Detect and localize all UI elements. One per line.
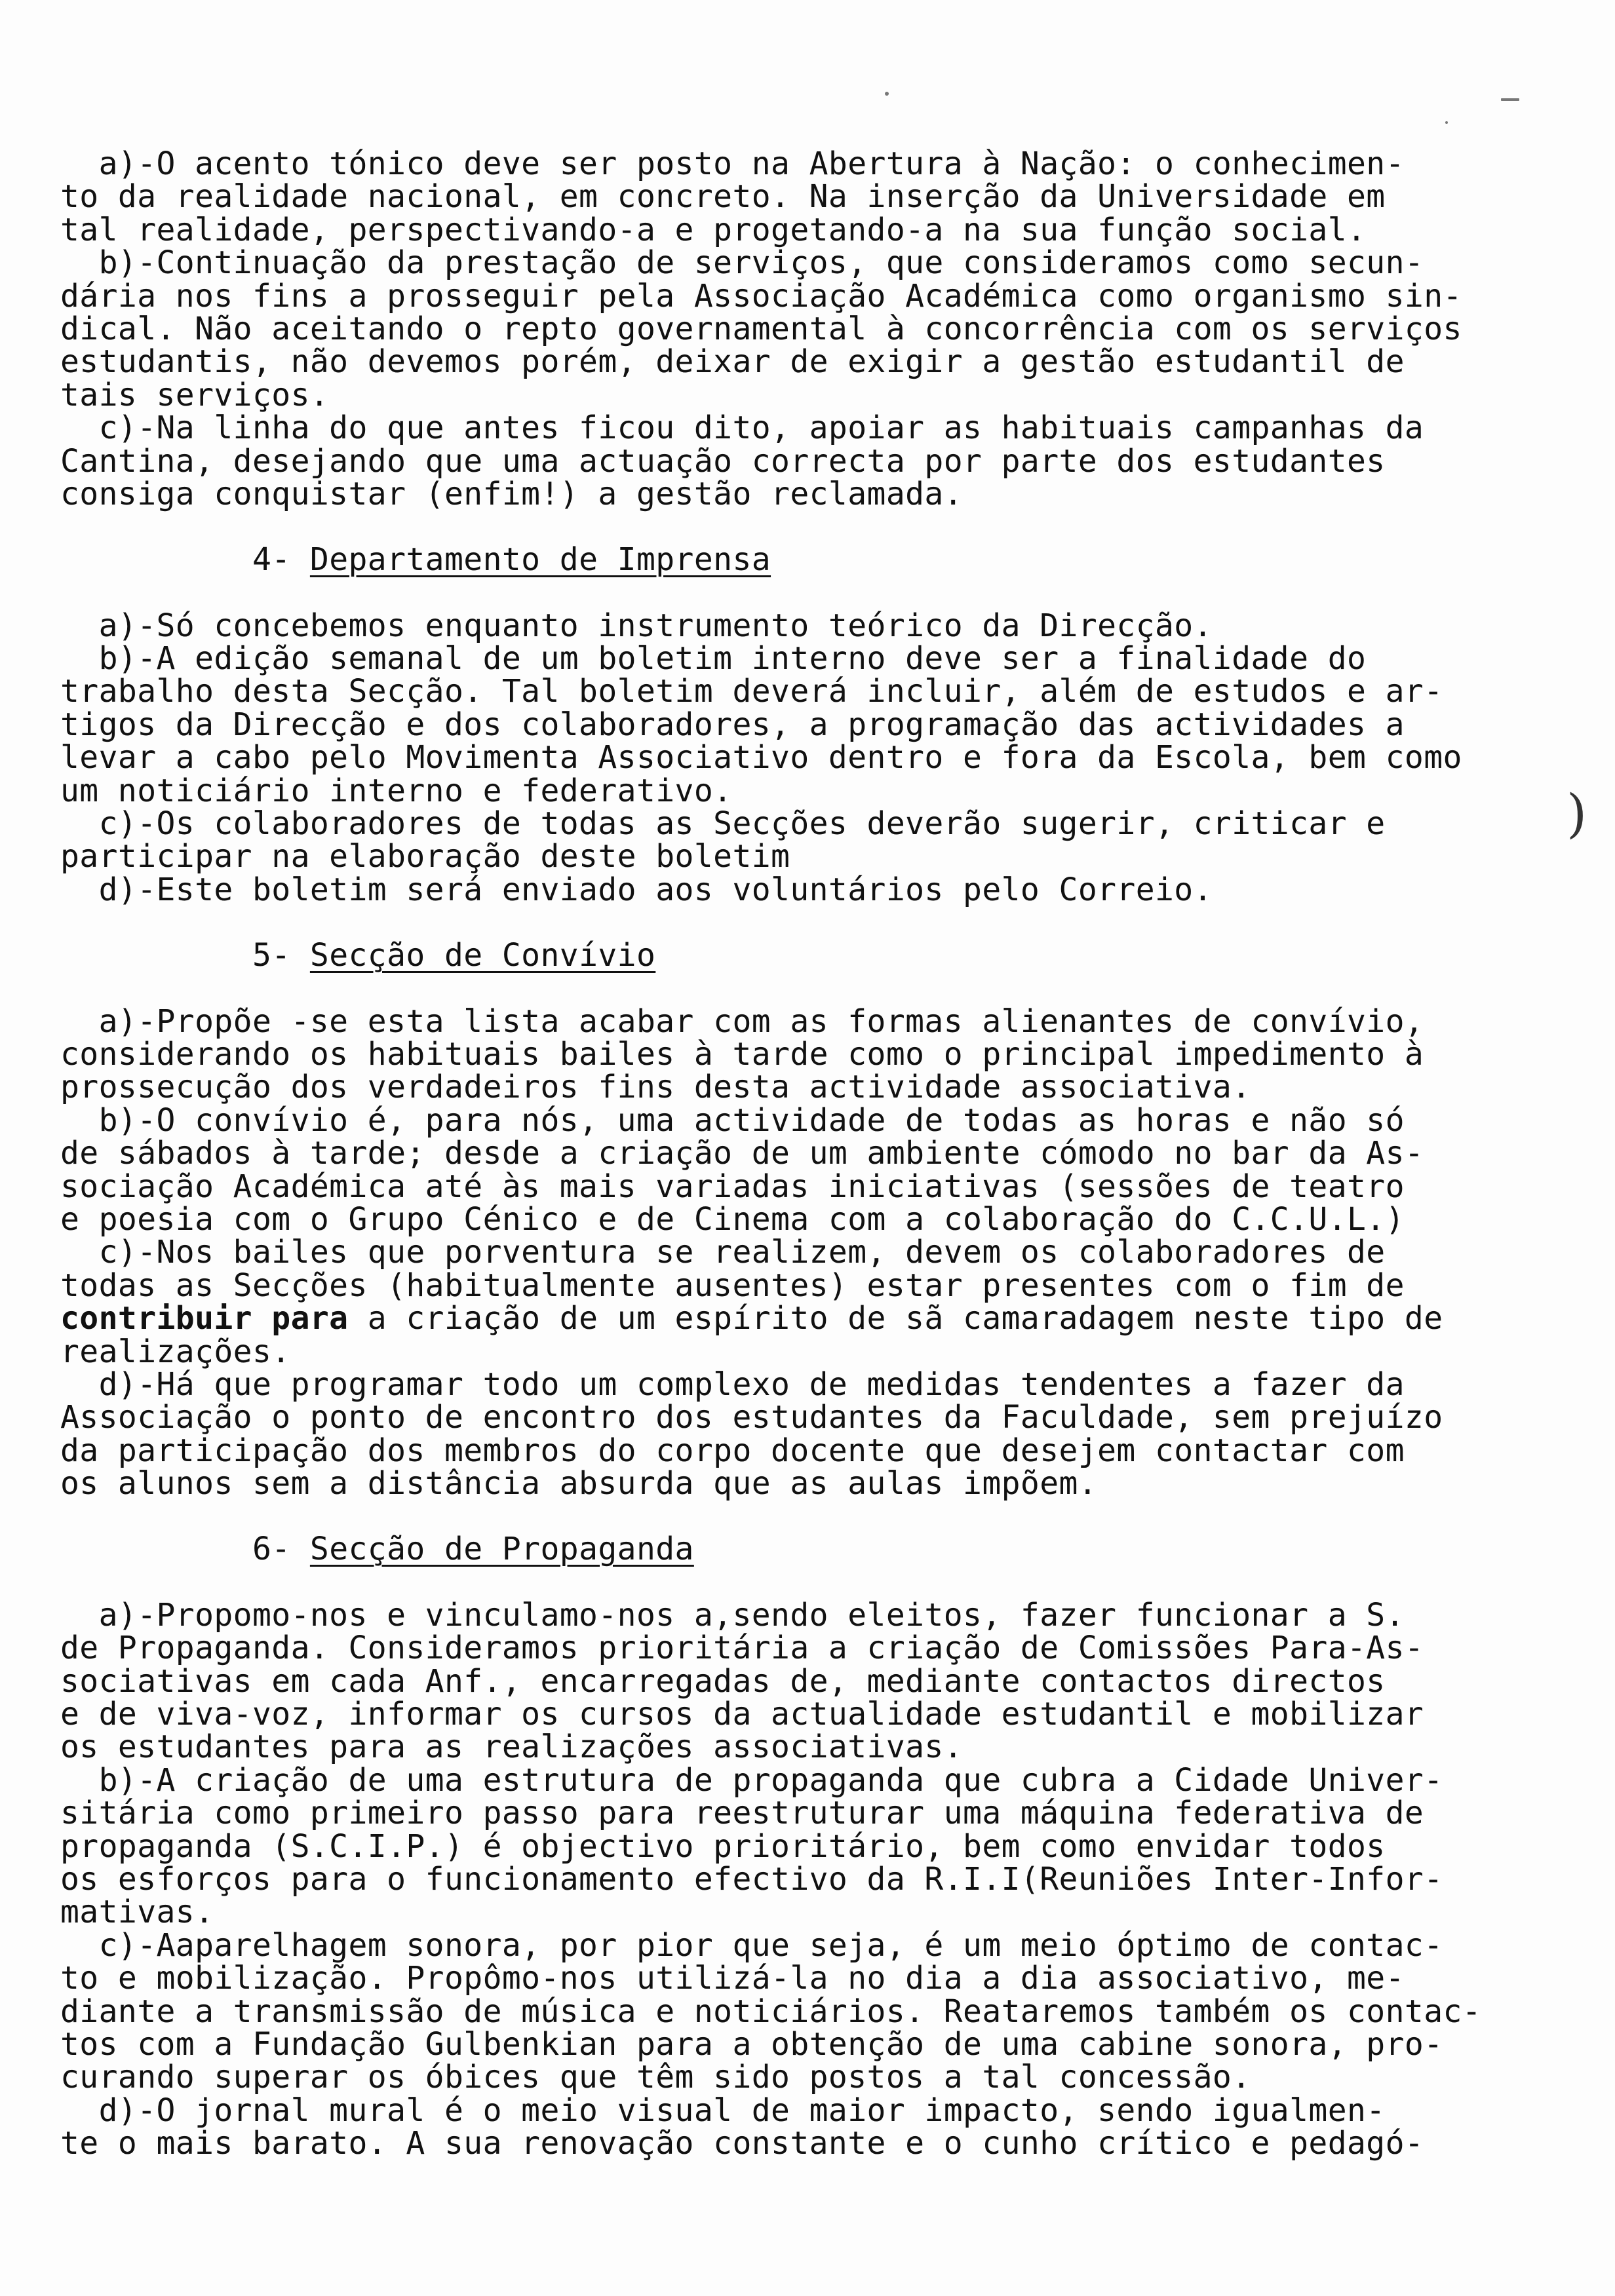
text-line: b)-O convívio é, para nós, uma actividade de todas as horas e não só — [60, 1101, 1405, 1139]
scan-speck — [1501, 98, 1519, 101]
text-line: os esforços para o funcionamento efectivo da R.I.I(Reuniões Inter-Infor- — [60, 1860, 1443, 1898]
text-line: de sábados à tarde; desde a criação de um ambiente cómodo no bar da As- — [60, 1135, 1424, 1172]
document-body — [60, 147, 1555, 2160]
text-line: c)-Nos bailes que porventura se realizem, devem os colaboradores de — [60, 1234, 1386, 1271]
text-line: curando superar os óbices que têm sido postos a tal concessão. — [60, 2059, 1251, 2096]
text-line: d)-Há que programar todo um complexo de medidas tendentes a fazer da — [60, 1366, 1405, 1403]
text-line-mixed — [60, 1302, 1555, 1335]
section-propaganda — [60, 1596, 1555, 2162]
heading-number: 4- — [252, 541, 310, 579]
text-line: c)-Os colaboradores de todas as Secções deverão sugerir, criticar e — [60, 805, 1386, 843]
text-line: tigos da Direcção e dos colaboradores, a programação das actividades a — [60, 706, 1405, 743]
text-line: d)-O jornal mural é o meio visual de maior impacto, sendo igualmen- — [60, 2092, 1386, 2129]
text-line: consiga conquistar (enfim!) a gestão reclamada. — [60, 475, 963, 512]
text-line: a)-O acento tónico deve ser posto na Abertura à Nação: o conhecimen- — [60, 145, 1405, 182]
section-heading-4 — [60, 541, 1555, 579]
margin-bracket-mark: ) — [1566, 783, 1587, 844]
text-line: e de viva-voz, informar os cursos da actualidade estudantil e mobilizar — [60, 1696, 1424, 1733]
text-line: c)-Na linha do que antes ficou dito, apoiar as habituais campanhas da — [60, 410, 1424, 447]
text-line: sitária como primeiro passo para reestruturar uma máquina federativa de — [60, 1795, 1424, 1832]
text-line: Associação o ponto de encontro dos estudantes da Faculdade, sem prejuízo — [60, 1399, 1443, 1436]
text-line: mativas. — [60, 1894, 214, 1931]
text-line: b)-A criação de uma estrutura de propaganda que cubra a Cidade Univer- — [60, 1761, 1443, 1799]
text-line: to e mobilização. Propômo-nos utilizá-la no dia a dia associativo, me- — [60, 1960, 1405, 1997]
section-continuation — [60, 147, 1555, 510]
heading-title: Secção de Convívio — [309, 937, 656, 974]
text-line: a)-Propomo-nos e vinculamo-nos a,sendo eleitos, fazer funcionar a S. — [60, 1596, 1405, 1634]
heading-number: 5- — [252, 937, 310, 974]
text-line: considerando os habituais bailes à tarde como o principal impedimento à — [60, 1035, 1424, 1073]
text-line: realizações. — [60, 1333, 291, 1370]
text-fragment: a criação de um espírito de sã camaradagem neste tipo de — [348, 1300, 1443, 1337]
section-convivio — [60, 1005, 1555, 1501]
text-line: de Propaganda. Consideramos prioritária a criação de Comissões Para-As- — [60, 1630, 1424, 1667]
text-line: da participação dos membros do corpo docente que desejem contactar com — [60, 1432, 1405, 1469]
heading-title: Departamento de Imprensa — [309, 541, 771, 579]
text-line: e poesia com o Grupo Cénico e de Cinema com a colaboração do C.C.U.L.) — [60, 1200, 1405, 1238]
text-line: b)-Continuação da prestação de serviços, que consideramos como secun- — [60, 244, 1424, 282]
text-line: dical. Não aceitando o repto governamental à concorrência com os serviços — [60, 310, 1462, 347]
text-line: tos com a Fundação Gulbenkian para a obtenção de uma cabine sonora, pro- — [60, 2025, 1443, 2063]
text-line: a)-Só concebemos enquanto instrumento teórico da Direcção. — [60, 607, 1213, 644]
text-line: tal realidade, perspectivando-a e progetando-a na sua função social. — [60, 211, 1367, 248]
text-line: Cantina, desejando que uma actuação correcta por parte dos estudantes — [60, 442, 1386, 480]
text-line: sociativas em cada Anf., encarregadas de, mediante contactos directos — [60, 1662, 1386, 1700]
text-line: os alunos sem a distância absurda que as aulas impõem. — [60, 1465, 1098, 1502]
text-line: levar a cabo pelo Movimenta Associativo dentro e fora da Escola, bem como — [60, 739, 1462, 776]
text-line: to da realidade nacional, em concreto. Na inserção da Universidade em — [60, 178, 1386, 216]
heading-title: Secção de Propaganda — [309, 1531, 694, 1568]
text-line: b)-A edição semanal de um boletim interno deve ser a finalidade do — [60, 640, 1367, 678]
text-line: prossecução dos verdadeiros fins desta actividade associativa. — [60, 1069, 1251, 1106]
scan-speck — [1445, 121, 1448, 124]
text-line: dária nos fins a prosseguir pela Associação Académica como organismo sin- — [60, 277, 1462, 315]
section-imprensa — [60, 609, 1555, 907]
text-line: trabalho desta Secção. Tal boletim deverá incluir, além de estudos e ar- — [60, 673, 1443, 710]
text-line: participar na elaboração deste boletim — [60, 838, 790, 875]
text-line: todas as Secções (habitualmente ausentes) estar presentes com o fim de — [60, 1267, 1405, 1304]
heading-number: 6- — [252, 1531, 310, 1568]
text-line: te o mais barato. A sua renovação constante e o cunho crítico e pedagó- — [60, 2125, 1424, 2162]
bold-phrase: contribuir para — [60, 1300, 349, 1337]
text-line: c)-Aaparelhagem sonora, por pior que seja, é um meio óptimo de contac- — [60, 1926, 1443, 1964]
text-line: tais serviços. — [60, 376, 330, 413]
scan-speck — [885, 92, 889, 96]
text-line: propaganda (S.C.I.P.) é objectivo prioritário, bem como envidar todos — [60, 1827, 1386, 1865]
section-heading-5 — [60, 939, 1555, 972]
text-line: sociação Académica até às mais variadas iniciativas (sessões de teatro — [60, 1168, 1405, 1205]
text-line: um noticiário interno e federativo. — [60, 772, 733, 809]
text-line: d)-Este boletim será enviado aos voluntários pelo Correio. — [60, 871, 1213, 908]
text-line: os estudantes para as realizações associativas. — [60, 1729, 963, 1766]
section-heading-6 — [60, 1531, 1555, 1568]
text-line: estudantis, não devemos porém, deixar de exigir a gestão estudantil de — [60, 343, 1405, 381]
text-line: a)-Propõe -se esta lista acabar com as formas alienantes de convívio, — [60, 1003, 1424, 1040]
text-line: diante a transmissão de música e noticiários. Reataremos também os contac- — [60, 1993, 1482, 2030]
